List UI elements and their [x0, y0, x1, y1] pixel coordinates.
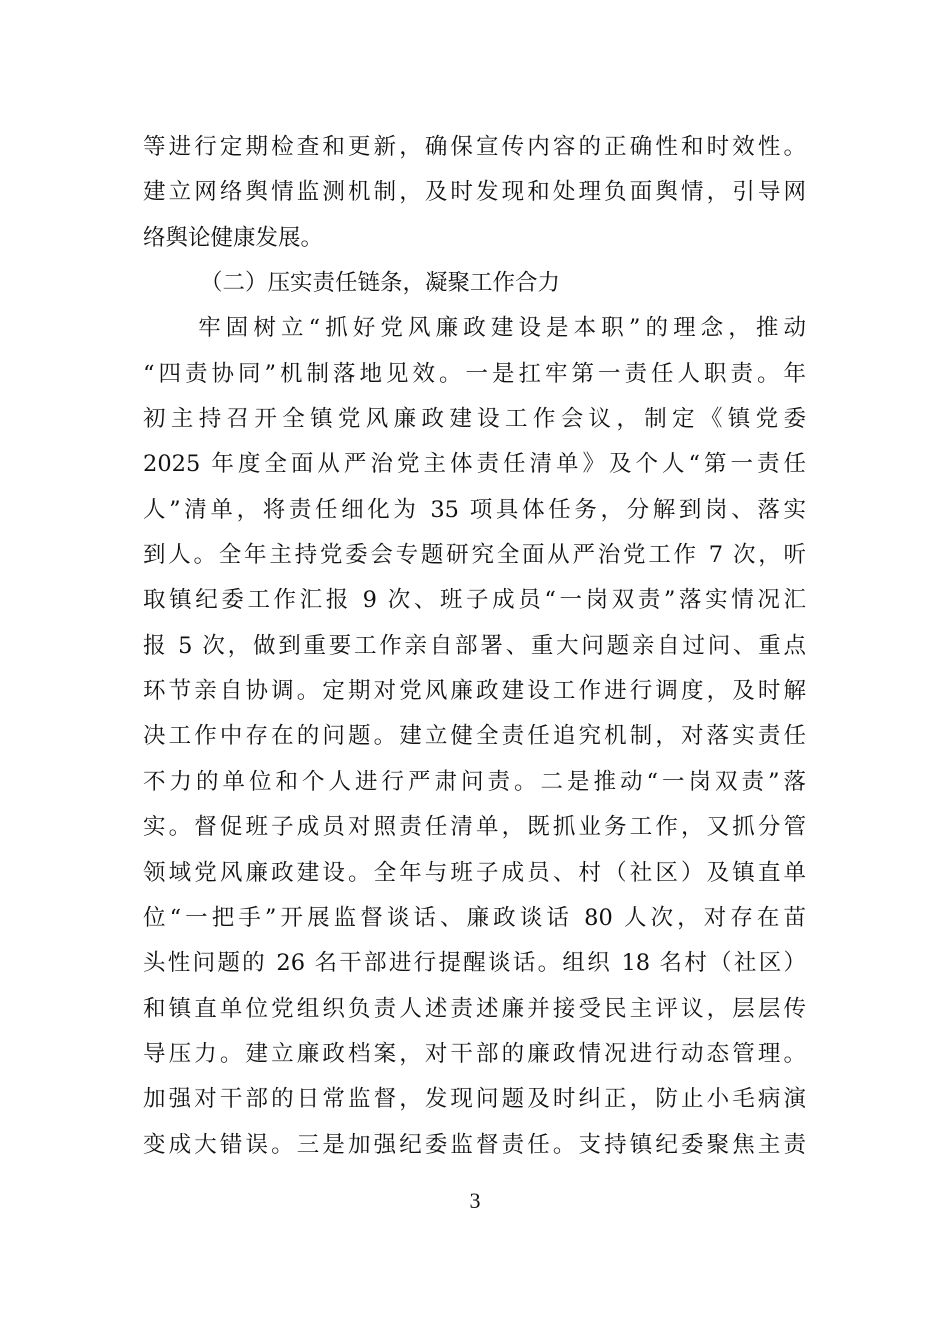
text-line: 初主持召开全镇党风廉政建设工作会议，制定《镇党委	[143, 406, 806, 433]
text-line: 变成大错误。三是加强纪委监督责任。支持镇纪委聚焦主责	[143, 1131, 806, 1158]
document-body	[143, 125, 806, 1168]
text-line: 不力的单位和个人进行严肃问责。二是推动“一岗双责”落	[143, 768, 806, 795]
section-heading: （二）压实责任链条，凝聚工作合力	[200, 270, 561, 297]
text-line: 到人。全年主持党委会专题研究全面从严治党工作 7 次，听	[143, 542, 806, 569]
text-line: 决工作中存在的问题。建立健全责任追究机制，对落实责任	[143, 723, 806, 750]
text-line: 2025 年度全面从严治党主体责任清单》及个人“第一责任	[143, 451, 806, 478]
text-line: 加强对干部的日常监督，发现问题及时纠正，防止小毛病演	[143, 1086, 806, 1113]
text-line: 牢固树立“抓好党风廉政建设是本职”的理念，推动	[143, 315, 806, 342]
text-line: 实。督促班子成员对照责任清单，既抓业务工作，又抓分管	[143, 814, 806, 841]
text-line: 领域党风廉政建设。全年与班子成员、村（社区）及镇直单	[143, 859, 806, 886]
text-line: 环节亲自协调。定期对党风廉政建设工作进行调度，及时解	[143, 678, 806, 705]
text-line: 头性问题的 26 名干部进行提醒谈话。组织 18 名村（社区）	[143, 950, 806, 977]
page-number: 3	[469, 1188, 481, 1213]
text-line: 位“一把手”开展监督谈话、廉政谈话 80 人次，对存在苗	[143, 904, 806, 931]
text-line: 取镇纪委工作汇报 9 次、班子成员“一岗双责”落实情况汇	[143, 587, 806, 614]
text-line: 建立网络舆情监测机制，及时发现和处理负面舆情，引导网	[143, 179, 806, 206]
text-line: 和镇直单位党组织负责人述责述廉并接受民主评议，层层传	[143, 995, 806, 1022]
text-line: “四责协同”机制落地见效。一是扛牢第一责任人职责。年	[143, 360, 806, 387]
text-line: 等进行定期检查和更新，确保宣传内容的正确性和时效性。	[143, 134, 806, 160]
text-line: 络舆论健康发展。	[143, 224, 324, 251]
text-line: 人”清单，将责任细化为 35 项具体任务，分解到岗、落实	[143, 496, 806, 523]
text-line: 报 5 次，做到重要工作亲自部署、重大问题亲自过问、重点	[143, 632, 806, 659]
text-line: 导压力。建立廉政档案，对干部的廉政情况进行动态管理。	[143, 1040, 806, 1067]
